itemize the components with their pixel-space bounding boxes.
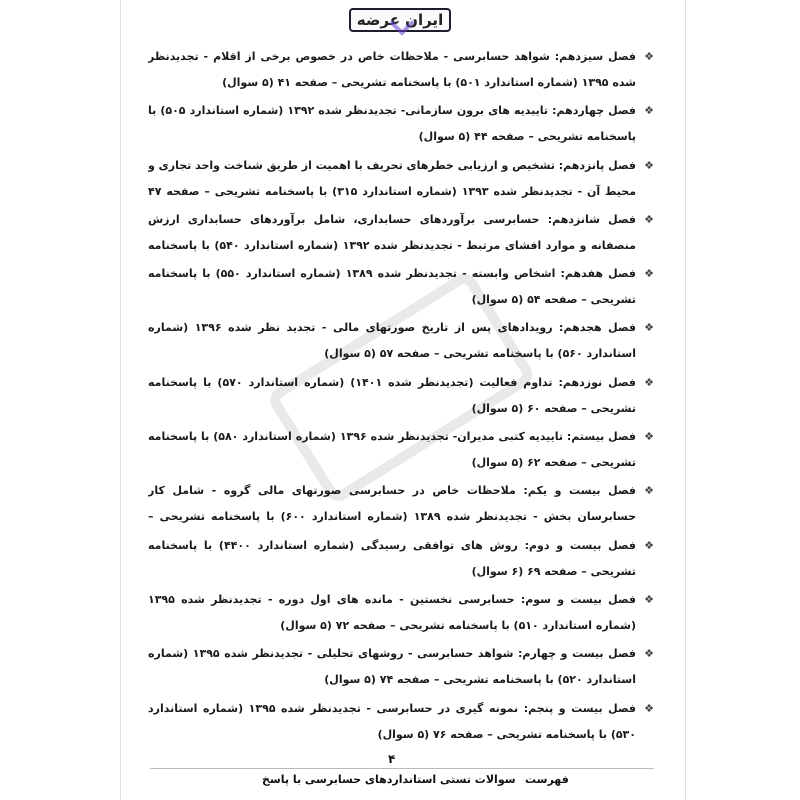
diamond-bullet-icon: ❖ — [644, 375, 654, 389]
toc-entry-text: فصل بیست و دوم: روش های توافقی رسیدگی (شماره استاندارد ۴۴۰۰) با پاسخنامه تشریحی – صفحه ۶۹ (۶ سوال) — [148, 538, 637, 578]
toc-entry — [148, 370, 654, 424]
toc-entry-text: فصل شانزدهم: حسابرسی برآوردهای حسابداری، شامل برآوردهای حسابداری ارزش منصفانه و موارد افشای مرتبط - تجدیدنظر شده ۱۳۹۲ (شماره استاندارد ۵۴۰) با پاسخنامه — [148, 212, 636, 252]
toc-entry-text: فصل بیستم: تاییدیه کتبی مدیران- تجدیدنظر شده ۱۳۹۶ (شماره استاندارد ۵۸۰) با پاسخنامه تشریحی – صفحه ۶۲ (۵ سوال) — [148, 430, 636, 470]
diamond-bullet-icon: ❖ — [644, 701, 654, 715]
diamond-bullet-icon: ❖ — [644, 430, 654, 444]
toc-entry — [148, 44, 654, 98]
logo — [349, 8, 451, 32]
diamond-bullet-icon: ❖ — [644, 212, 654, 226]
toc-entry-text: فصل هجدهم: رویدادهای پس از تاریخ صورتهای مالی - تجدید نظر شده ۱۳۹۶ (شماره استاندارد ۵۶۰) با پاسخنامه تشریحی – صفحه ۵۷ (۵ سوال) — [148, 321, 636, 361]
toc-entry-text: فصل بیست و پنجم: نمونه گیری در حسابرسی - تجدیدنظر شده ۱۳۹۵ (شماره استاندارد ۵۳۰) با پاسخنامه تشریحی – صفحه ۷۶ (۵ سوال) — [148, 701, 636, 741]
diamond-bullet-icon: ❖ — [644, 647, 654, 661]
diamond-bullet-icon: ❖ — [644, 50, 654, 63]
page-number: ۴ — [388, 752, 396, 766]
diamond-bullet-icon: ❖ — [644, 538, 654, 552]
footer-book-title: سوالات تستی استانداردهای حسابرسی با پاسخ — [262, 773, 516, 786]
toc-entry-text: فصل سیزدهم: شواهد حسابرسی - ملاحظات خاص در خصوص برخی از اقلام - تجدیدنظر شده ۱۳۹۵ (شماره استاندارد ۵۰۱) با پاسخنامه تشریحی – صفحه ۴۱ (۵ سوال) — [148, 50, 636, 89]
toc-entry-text: فصل پانزدهم: تشخیص و ارزیابی خطرهای تحریف با اهمیت از طریق شناخت واحد تجاری و محیط آن - تجدیدنظر شده ۱۳۹۳ (شماره استاندارد ۳۱۵) با پاسخنامه تشریحی – صفحه ۴۷ — [148, 158, 637, 198]
logo-text: ایران عرضه — [356, 11, 444, 29]
footer-divider — [150, 768, 654, 769]
diamond-bullet-icon: ❖ — [644, 592, 654, 606]
table-of-contents — [148, 44, 654, 750]
toc-entry — [148, 696, 654, 750]
diamond-bullet-icon: ❖ — [644, 104, 654, 118]
toc-entry-text: فصل چهاردهم: تاییدیه های برون سازمانی- تجدیدنظر شده ۱۳۹۲ (شماره استاندارد ۵۰۵) با پاسخنامه تشریحی – صفحه ۴۴ (۵ سوال) — [148, 104, 636, 144]
toc-entry — [148, 261, 654, 315]
toc-entry-text: فصل بیست و چهارم: شواهد حسابرسی - روشهای تحلیلی - تجدیدنظر شده ۱۳۹۵ (شماره استاندارد ۵۲۰) با پاسخنامه تشریحی – صفحه ۷۴ (۵ سوال) — [148, 647, 636, 687]
toc-entry-text: فصل هفدهم: اشخاص وابسته - تجدیدنظر شده ۱۳۸۹ (شماره استاندارد ۵۵۰) با پاسخنامه تشریحی – صفحه ۵۴ (۵ سوال) — [148, 267, 637, 307]
diamond-bullet-icon: ❖ — [644, 484, 654, 498]
toc-entry — [148, 533, 654, 587]
toc-entry — [148, 641, 654, 695]
diamond-bullet-icon: ❖ — [644, 267, 654, 281]
toc-entry — [148, 207, 654, 261]
diamond-bullet-icon: ❖ — [644, 158, 654, 172]
toc-entry — [148, 153, 654, 207]
toc-entry — [148, 587, 654, 641]
toc-entry — [148, 98, 654, 152]
toc-entry — [148, 478, 654, 532]
toc-entry — [148, 315, 654, 369]
footer-section-label: فهرست — [525, 773, 569, 786]
toc-entry-text: فصل نوزدهم: تداوم فعالیت (تجدیدنظر شده ۱۴۰۱) (شماره استاندارد ۵۷۰) با پاسخنامه تشریحی – صفحه ۶۰ (۵ سوال) — [148, 375, 637, 415]
toc-entry-text: فصل بیست و سوم: حسابرسی نخستین - مانده های اول دوره - تجدیدنظر شده ۱۳۹۵ (شماره استاندارد ۵۱۰) با پاسخنامه تشریحی – صفحه ۷۲ (۵ سوال) — [148, 592, 636, 632]
toc-entry — [148, 424, 654, 478]
diamond-bullet-icon: ❖ — [644, 321, 654, 335]
toc-entry-text: فصل بیست و یکم: ملاحظات خاص در حسابرسی صورتهای مالی گروه - شامل کار حسابرسان بخش - تجدیدنظر شده ۱۳۸۹ (شماره استاندارد ۶۰۰) با پاسخنامه تشریحی – — [148, 484, 636, 524]
